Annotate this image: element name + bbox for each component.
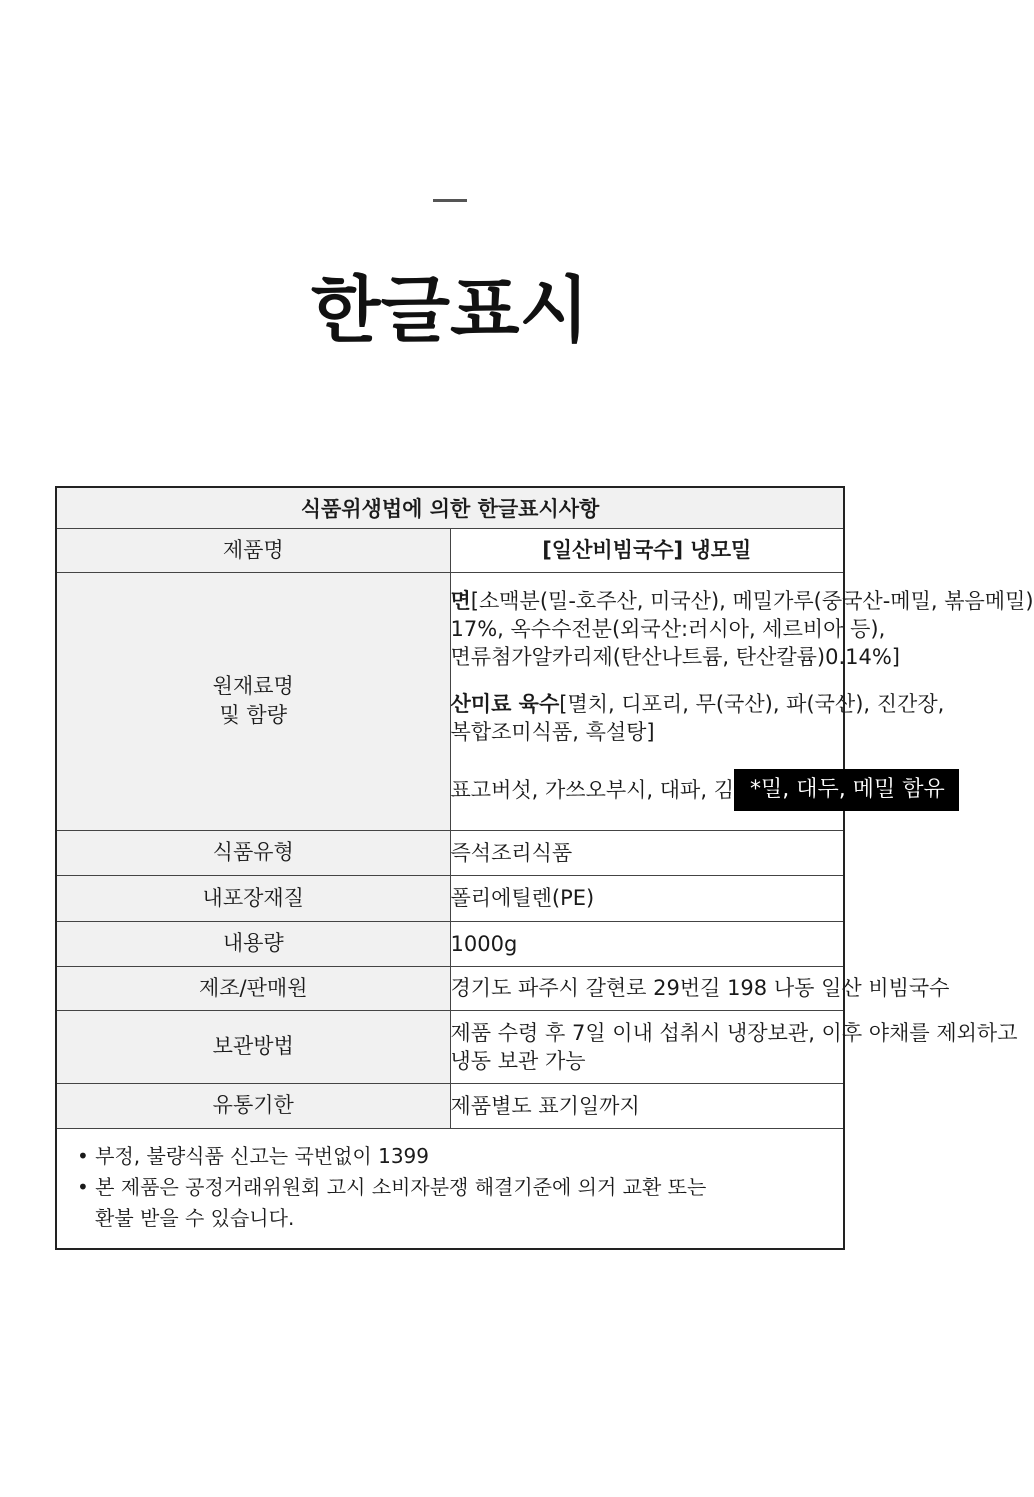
manufacturer-label: 제조/판매원	[56, 966, 450, 1010]
note-exchange: • 본 제품은 공정거래위원회 고시 소비자분쟁 해결기준에 의거 교환 또는	[77, 1174, 707, 1199]
broth-line-2: 복합조미식품, 흑설탕]	[450, 719, 655, 744]
storage-line-1: 제품 수령 후 7일 이내 섭취시 냉장보관, 이후 야채를 제외하고	[450, 1020, 1018, 1045]
topping-text: 표고버섯, 가쓰오부시, 대파, 김	[450, 777, 734, 802]
noodle-line-2: 17%, 옥수수전분(외국산:러시아, 세르비아 등),	[450, 616, 886, 641]
broth-line-1: 산미료 육수[멸치, 디포리, 무(국산), 파(국산), 진간장,	[450, 691, 945, 716]
table-row-ingredients	[56, 572, 844, 830]
table-row-manufacturer	[56, 966, 844, 1010]
storage-value	[450, 1010, 1018, 1083]
product-name-value: [일산비빔국수] 냉모밀	[450, 528, 844, 572]
allergen-badge: *밀, 대두, 메밀 함유	[734, 769, 959, 811]
packaging-value: 폴리에틸렌(PE)	[450, 875, 844, 921]
table-row-storage	[56, 1010, 844, 1083]
table-header: 식품위생법에 의한 한글표시사항	[56, 487, 844, 528]
expiry-label: 유통기한	[56, 1083, 450, 1128]
note-exchange-cont: 환불 받을 수 있습니다.	[95, 1205, 295, 1230]
storage-line-2: 냉동 보관 가능	[450, 1048, 586, 1073]
food-type-label: 식품유형	[56, 830, 450, 875]
ingredients-label-line1: 원재료명	[212, 674, 294, 698]
expiry-value: 제품별도 표기일까지	[450, 1083, 844, 1128]
noodle-line-3: 면류첨가알카리제(탄산나트륨, 탄산칼륨)0.14%]	[450, 644, 901, 669]
noodle-title: 면	[450, 588, 471, 613]
ingredients-value	[450, 572, 1034, 830]
title-divider	[433, 199, 467, 202]
food-label-table	[55, 486, 1034, 1250]
noodle-line-1: 면[소맥분(밀-호주산, 미국산), 메밀가루(중국산-메밀, 볶음메밀)	[450, 588, 1034, 613]
notes-cell	[56, 1128, 844, 1249]
topping-line	[450, 769, 945, 811]
packaging-label: 내포장재질	[56, 875, 450, 921]
volume-value: 1000g	[450, 921, 844, 966]
food-type-value: 즉석조리식품	[450, 830, 844, 875]
storage-label: 보관방법	[56, 1010, 450, 1083]
volume-label: 내용량	[56, 921, 450, 966]
ingredients-label	[56, 572, 450, 830]
broth-title: 산미료 육수	[450, 691, 560, 716]
table-row-packaging	[56, 875, 844, 921]
table-row-volume	[56, 921, 844, 966]
table-row-product-name	[56, 528, 844, 572]
note-report: • 부정, 불량식품 신고는 국번없이 1399	[77, 1143, 429, 1168]
page-title: 한글표시	[310, 268, 590, 352]
product-name-label: 제품명	[56, 528, 450, 572]
table-row-food-type	[56, 830, 844, 875]
manufacturer-value: 경기도 파주시 갈현로 29번길 198 나동 일산 비빔국수	[450, 966, 844, 1010]
table-row-notes	[56, 1128, 844, 1249]
ingredients-label-line2: 및 함량	[219, 703, 288, 727]
table-row-expiry	[56, 1083, 844, 1128]
